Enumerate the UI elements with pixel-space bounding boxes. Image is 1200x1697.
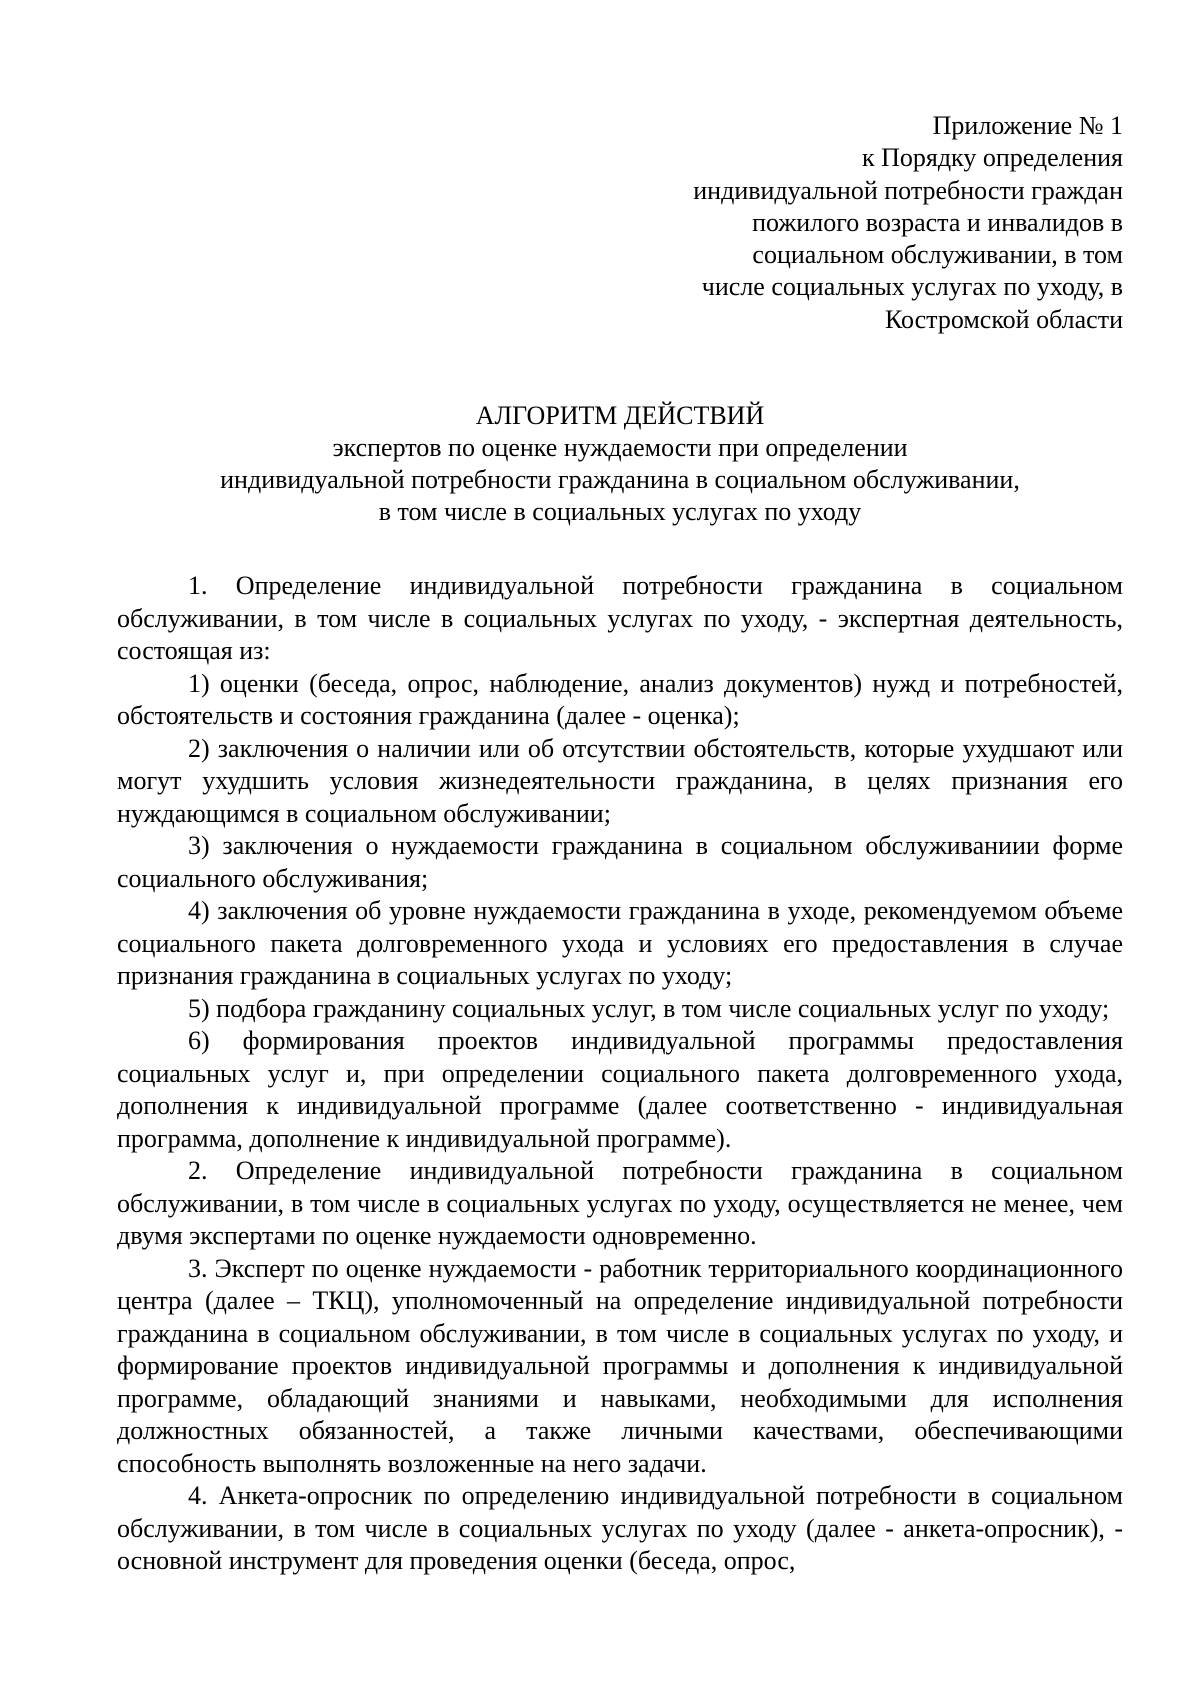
appendix-line: к Порядку определения xyxy=(861,143,1123,173)
title-subtitle-line: в том числе в социальных услугах по уходу xyxy=(378,497,862,526)
paragraph-1-item-1: 1) оценки (беседа, опрос, наблюдение, анализ документов) нужд и потребностей, обстоятельств и состояния гражданина (далее - оценка); xyxy=(117,668,1123,730)
paragraph-1-item-4: 4) заключения об уровне нуждаемости гражданина в уходе, рекомендуемом объеме социального пакета долговременного ухода и условиях его предоставления в случае признания гражданина в социальных услугах по уходу; xyxy=(117,896,1123,990)
document-body xyxy=(117,570,1123,1578)
document-title xyxy=(117,400,1123,528)
appendix-line: пожилого возраста и инвалидов в xyxy=(752,207,1123,237)
appendix-line: числе социальных услугах по уходу, в xyxy=(701,272,1123,302)
paragraph-2: 2. Определение индивидуальной потребности гражданина в социальном обслуживании, в том числе в социальных услугах по уходу, осуществляется не менее, чем двумя экспертами по оценке нуждаемости одновременно. xyxy=(117,1156,1123,1250)
paragraph-4: 4. Анкета-опросник по определению индивидуальной потребности в социальном обслуживании, в том числе в социальных услугах по уходу (далее - анкета-опросник), - основной инструмент для проведения оценки (беседа, опрос, xyxy=(117,1481,1123,1575)
title-subtitle-line: экспертов по оценке нуждаемости при определении xyxy=(332,433,908,462)
paragraph-3: 3. Эксперт по оценке нуждаемости - работник территориального координационного центра (далее – ТКЦ), уполномоченный на определение индивидуальной потребности гражданина в социальном обслуживании, в том числе в социальных услугах по уходу, и формирование проектов индивидуальной программы и дополнения к индивидуальной программе, обладающий знаниями и навыками, необходимыми для исполнения должностных обязанностей, а также личными качествами, обеспечивающими способность выполнять возложенные на него задачи. xyxy=(117,1253,1123,1478)
appendix-header xyxy=(560,110,1123,336)
appendix-line: социальном обслуживании, в том xyxy=(752,240,1123,270)
paragraph-1: 1. Определение индивидуальной потребности гражданина в социальном обслуживании, в том числе в социальных услугах по уходу, - экспертная деятельность, состоящая из: xyxy=(117,571,1123,665)
title-main: АЛГОРИТМ ДЕЙСТВИЙ xyxy=(475,401,765,430)
paragraph-1-item-6: 6) формирования проектов индивидуальной программы предоставления социальных услуг и, при определении социального пакета долговременного ухода, дополнения к индивидуальной программе (далее соответственно - индивидуальная программа, дополнение к индивидуальной программе). xyxy=(117,1026,1123,1153)
title-subtitle-line: индивидуальной потребности гражданина в социальном обслуживании, xyxy=(220,465,1020,494)
paragraph-1-item-2: 2) заключения о наличии или об отсутствии обстоятельств, которые ухудшают или могут ухудшить условия жизнедеятельности гражданина, в целях признания его нуждающимся в социальном обслуживании; xyxy=(117,733,1123,828)
appendix-line: Костромской области xyxy=(884,304,1123,334)
paragraph-1-item-3: 3) заключения о нуждаемости гражданина в социальном обслуживаниии форме социального обслуживания; xyxy=(117,831,1123,893)
paragraph-1-item-5: 5) подбора гражданину социальных услуг, в том числе социальных услуг по уходу; xyxy=(188,993,1110,1023)
appendix-line: Приложение № 1 xyxy=(932,111,1123,140)
appendix-line: индивидуальной потребности граждан xyxy=(693,175,1123,205)
